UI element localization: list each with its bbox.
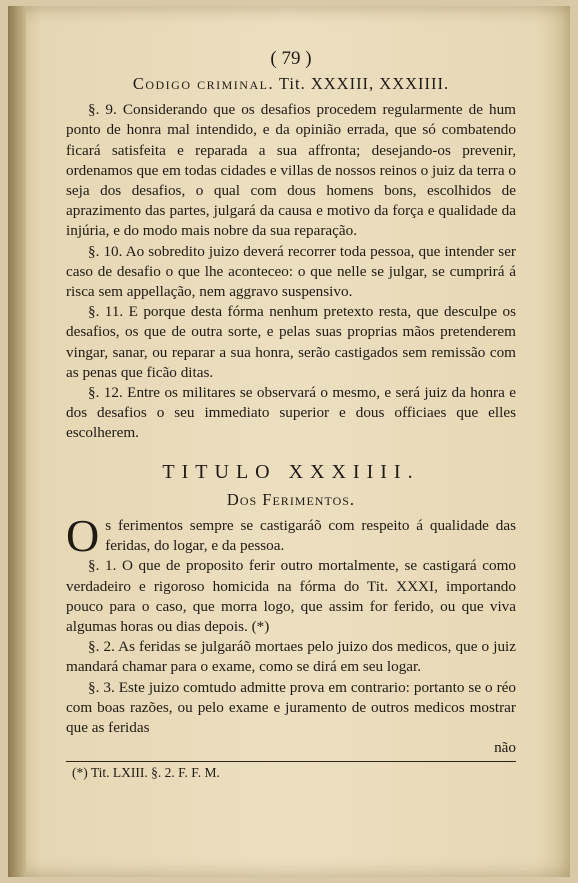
running-head — [66, 74, 516, 94]
drop-capital: O — [66, 510, 100, 562]
book-page — [8, 6, 570, 877]
page-text — [66, 48, 516, 781]
binding-gutter — [8, 6, 26, 877]
catchword: não — [494, 739, 516, 757]
running-head-title: Tit. XXXIII, XXXIIII. — [278, 74, 450, 93]
paragraph-9: §. 9. Considerando que os desafios procedem regularmente de hum ponto de honra mal intendido, e da opinião errada, que só combatendo ficará satisfeita e reparada a sua affronta; desejando-os prevenir, ordenamos que em todas cidades e villas de nossos reinos o juiz da terra o seja dos desafios, o qual com dous homens bons, escolhidos de aprazimento das partes, julgará da causa e motivo da força e qualidade da injúria, e do modo mais nobre da sua reparação. — [66, 101, 516, 240]
paragraph-11: §. 11. E porque desta fórma nenhum pretexto resta, que desculpe os desafios, os que de outra sorte, e pelas suas proprias mãos pretenderem vingar, sanar, ou reparar a sua honra, serão castigados sem remissão com as penas que ficão ditas. — [66, 303, 516, 381]
section-subtitle: Dos Ferimentos. — [226, 489, 356, 509]
intro-text: s ferimentos sempre se castigaráõ com respeito á qualidade das feridas, do logar, e da pessoa. — [105, 517, 516, 555]
intro-paragraph — [66, 510, 516, 562]
paragraph-3: §. 3. Este juizo comtudo admitte prova em contrario: portanto se o réo com boas razões, ou pelo exame e juramento de outros medicos mostrar que as feridas — [66, 678, 516, 737]
paragraph-1: §. 1. O que de proposito ferir outro mortalmente, se castigará como verdadeiro e rigoroso homicida na fórma do Tit. XXXI, importando pouco para o caso, que morra logo, que assim for ferido, ou que viva algumas horas ou dias depois. (*) — [66, 557, 516, 636]
page-number: ( 79 ) — [270, 48, 312, 69]
footnote: (*) Tit. LXIII. §. 2. F. F. M. — [72, 764, 220, 780]
paragraph-12: §. 12. Entre os militares se observará o mesmo, e será juiz da honra e dos desafios o seu immediato superior e dous officiaes que elles escolherem. — [66, 384, 516, 442]
running-head-work: Codigo criminal. — [132, 74, 275, 93]
section-title: TITULO XXXIIII. — [162, 460, 420, 483]
paragraph-2: §. 2. As feridas se julgaráõ mortaes pelo juizo dos medicos, que o juiz mandará chamar para o exame, como se dirá em seu logar. — [66, 638, 516, 676]
footnote-rule — [66, 761, 516, 762]
paragraph-10: §. 10. Ao sobredito juizo deverá recorrer toda pessoa, que intender ser caso de desafio o que lhe aconteceo: o que nelle se julgar, se cumprirá á risca sem appellação, nem aggravo suspensivo. — [66, 242, 516, 301]
